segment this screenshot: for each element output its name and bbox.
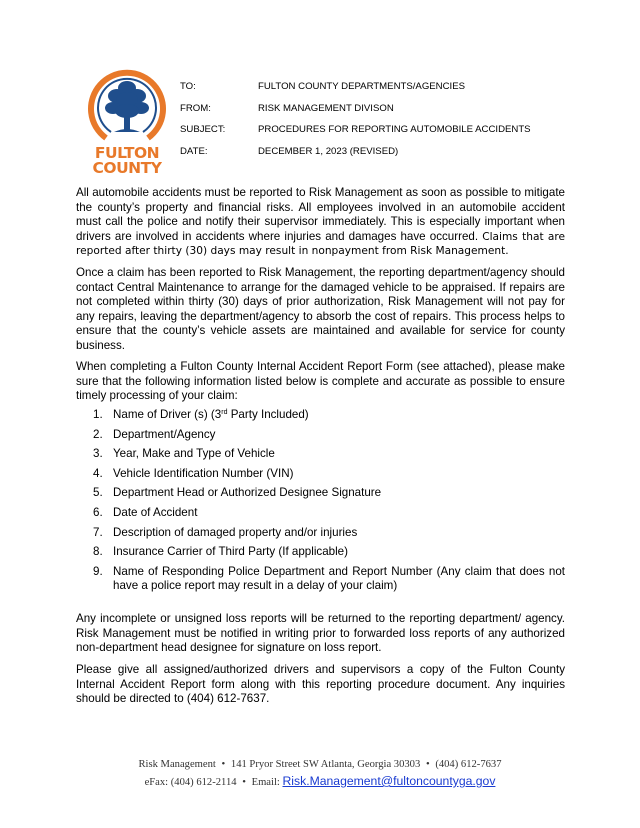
memo-to-label: TO:: [180, 81, 196, 92]
paragraph-reporting-requirement: [76, 186, 565, 259]
list-item-text: Date of Accident: [113, 505, 198, 519]
list-item-number: 4.: [93, 466, 103, 480]
memo-date-value: DECEMBER 1, 2023 (REVISED): [258, 146, 399, 158]
memo-row-from: [180, 98, 531, 120]
paragraph-5: Please give all assigned/authorized drivers and supervisors a copy of the Fulton County Internal Accident Report form along with this reporting procedure document. Any inquiries should be directed to (404) 612-7637.: [76, 663, 565, 706]
footer-phone: (404) 612-7637: [435, 759, 502, 770]
footer-bullet: •: [221, 759, 226, 770]
paragraph-3: When completing a Fulton County Internal Accident Report Form (see attached), please make sure that the following information listed below is complete and accurate as possible to ensure timely processing of your claim:: [76, 360, 565, 403]
list-item-number: 8.: [93, 545, 103, 559]
list-item-number: 6.: [93, 505, 103, 519]
memo-row-to: [180, 76, 531, 98]
list-item: [93, 506, 565, 521]
list-item: [93, 408, 565, 423]
memo-from-value: RISK MANAGEMENT DIVISON: [258, 102, 394, 114]
paragraph-incomplete-reports: [76, 612, 565, 656]
tree-icon: [105, 81, 149, 132]
list-item-text: [113, 408, 565, 423]
required-info-list: [93, 408, 565, 599]
logo-line-fulton: FULTON: [94, 144, 160, 162]
memo-row-date: [180, 141, 531, 163]
list-item: [93, 565, 565, 594]
list-item-text: Department/Agency: [113, 427, 216, 441]
list-item: [93, 545, 565, 560]
fulton-county-logo: [84, 66, 170, 178]
list-item-number: 9.: [93, 564, 103, 578]
footer-bullet: •: [425, 759, 430, 770]
list-item-text: Description of damaged property and/or injuries: [113, 525, 358, 539]
footer-address: 141 Pryor Street SW Atlanta, Georgia 30303: [230, 759, 421, 770]
memo-subject-value: PROCEDURES FOR REPORTING AUTOMOBILE ACCIDENTS: [258, 124, 531, 136]
memo-header: [180, 76, 531, 163]
footer-efax: eFax: (404) 612-2114: [144, 777, 237, 788]
list-item-number: 5.: [93, 486, 103, 500]
footer-line-1: [0, 757, 640, 773]
logo-line-county: COUNTY: [92, 159, 162, 177]
memo-row-subject: [180, 119, 531, 141]
list-item: [93, 526, 565, 541]
list-item-number: 1.: [93, 408, 103, 421]
list-item-text: Name of Responding Police Department and Report Number (Any claim that does not have a police report may result in a delay of your claim): [113, 564, 565, 593]
list-item: [93, 428, 565, 443]
paragraph-form-instructions: [76, 360, 565, 404]
memo-from-label: FROM:: [180, 102, 211, 114]
list-item: [93, 486, 565, 501]
logo-text: [84, 146, 170, 176]
list-item: [93, 447, 565, 462]
list-item-text: Insurance Carrier of Third Party (If applicable): [113, 545, 348, 559]
list-item: [93, 467, 565, 482]
footer: [0, 757, 640, 791]
memo-subject-label: SUBJECT:: [180, 124, 226, 136]
paragraph-distribution: [76, 663, 565, 707]
paragraph-1-tail: Claims that are reported after thirty (30) days may result in nonpayment from Risk Management.: [76, 230, 565, 258]
paragraph-1-main: All automobile accidents must be reported to Risk Management as soon as possible to mitigate the county’s property and financial risks. All employees involved in an automobile accident must call the police and notify their supervisor immediately. This is especially important when drivers are involved in accidents where injuries and damages have occurred.: [76, 186, 565, 243]
list-item-text: Department Head or Authorized Designee Signature: [113, 486, 382, 500]
list-item-text: Year, Make and Type of Vehicle: [113, 447, 275, 461]
list-item-number: 2.: [93, 427, 103, 441]
list-item-1-pre: Name of Driver (s) (3: [113, 408, 222, 421]
footer-department: Risk Management: [138, 759, 216, 770]
list-item-text: Vehicle Identification Number (VIN): [113, 466, 294, 480]
footer-line-2: [0, 773, 640, 791]
paragraph-claim-process: [76, 266, 565, 354]
list-item-number: 3.: [93, 447, 103, 461]
paragraph-4: Any incomplete or unsigned loss reports will be returned to the reporting department/ agency. Risk Management must be notified in writing prior to forwarded loss reports of any authorized non-department head designee for signature on loss report.: [76, 612, 565, 655]
paragraph-2: Once a claim has been reported to Risk Management, the reporting department/agency should contact Central Maintenance to arrange for the damaged vehicle to be appraised. If repairs are not completed within thirty (30) days of prior authorization, Risk Management will not pay for any repairs, leaving the department/agency to absorb the cost of repairs. This process helps to ensure that the county’s vehicle assets are maintained and available for service for county business.: [76, 266, 565, 352]
footer-email-label: Email:: [251, 777, 280, 788]
email-link[interactable]: Risk.Management@fultoncountyga.gov: [282, 774, 496, 788]
list-item-number: 7.: [93, 525, 103, 539]
list-item-1-post: Party Included): [227, 408, 309, 421]
memo-date-label: DATE:: [180, 146, 208, 158]
memo-to-value: FULTON COUNTY DEPARTMENTS/AGENCIES: [258, 81, 466, 92]
list-item-1-sup: rd: [221, 409, 228, 416]
footer-bullet: •: [242, 777, 246, 788]
